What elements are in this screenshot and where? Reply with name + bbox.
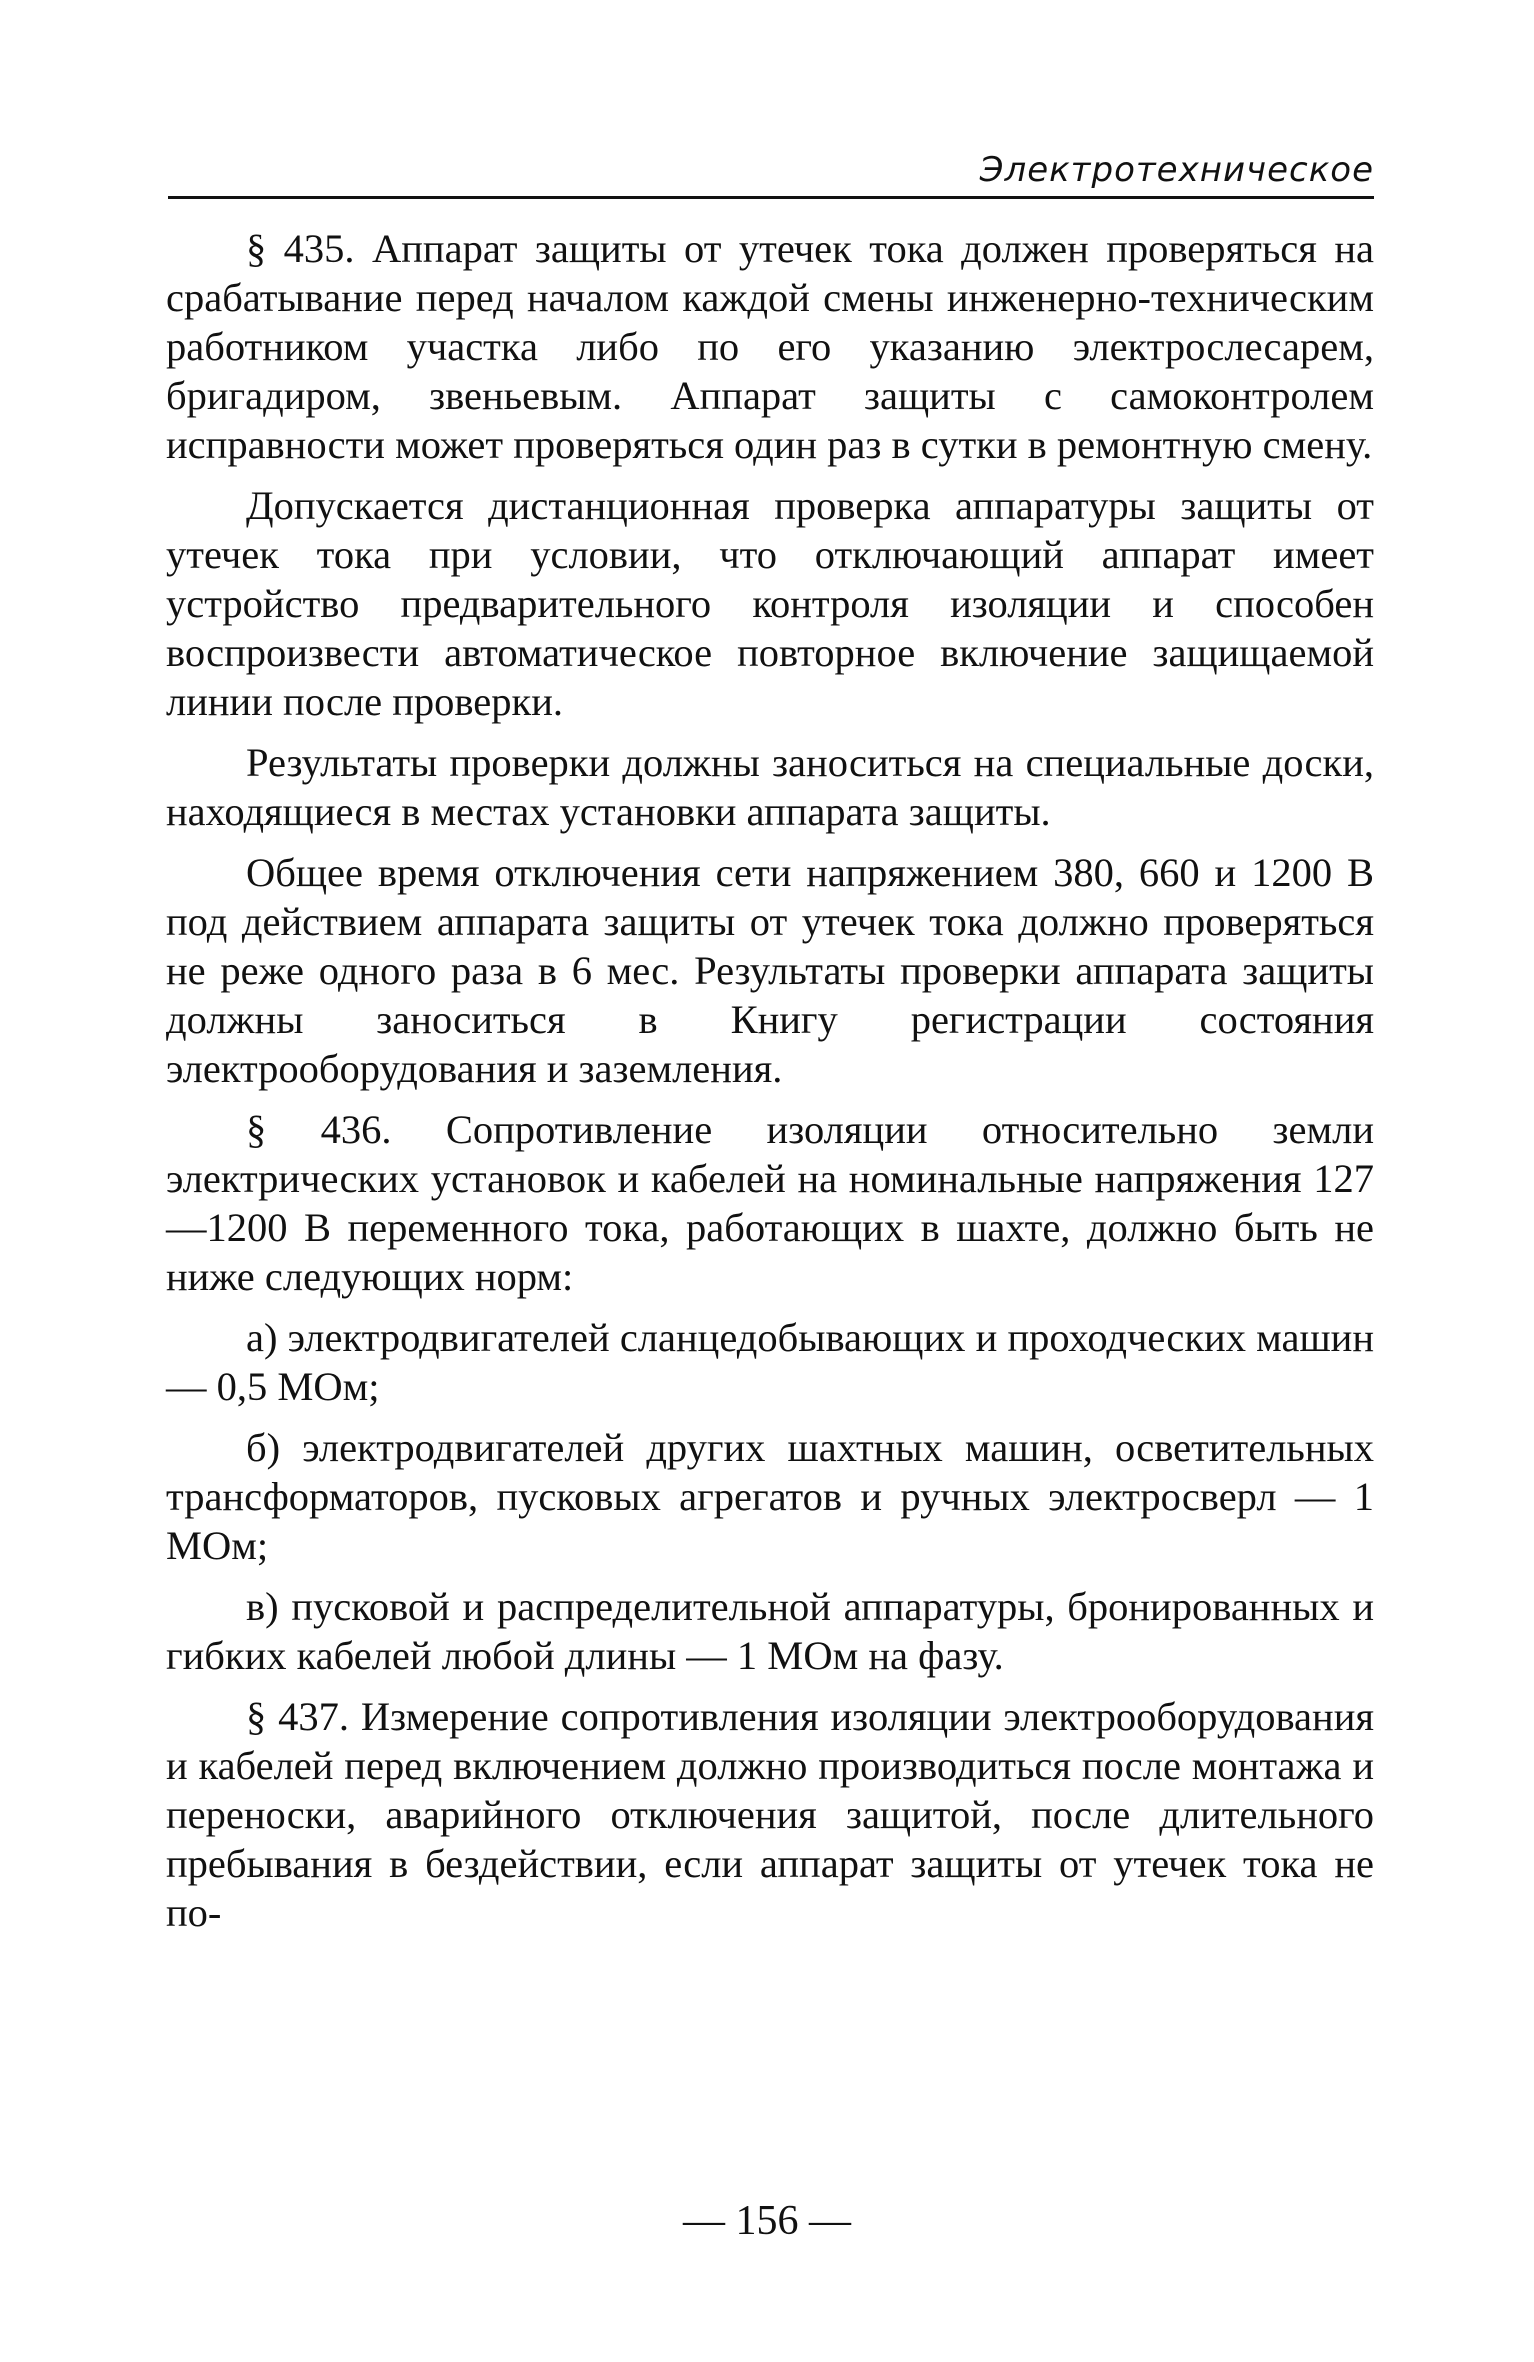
paragraph-436-item-b: б) электродвигателей других шахтных машин, осветительных трансформаторов, пусковых агрегатов и ручных электросверл — 1 МОм; [166, 1425, 1374, 1568]
paragraph-437-main: § 437. Измерение сопротивления изоляции электрооборудования и кабелей перед включением должно производиться после монтажа и переноски, аварийного отключения защитой, после длительного пребывания в бездействии, если аппарат защиты от утечек тока не по- [166, 1694, 1374, 1935]
paragraph-435-remote-check: Допускается дистанционная проверка аппаратуры защиты от утечек тока при условии, что отключающий аппарат имеет устройство предварительного контроля изоляции и способен воспроизвести автоматическое повторное включение защищаемой линии после проверки. [166, 483, 1374, 724]
paragraph-436-item-a: а) электродвигателей сланцедобывающих и проходческих машин — 0,5 МОм; [166, 1315, 1374, 1409]
page-body [166, 224, 1374, 1949]
running-head-title: Электротехническое [979, 150, 1374, 190]
paragraph-435-total-time: Общее время отключения сети напряжением 380, 660 и 1200 В под действием аппарата защиты от утечек тока должно проверяться не реже одного раза в 6 мес. Результаты проверки аппарата защиты должны заноситься в Книгу регистрации состояния электрооборудования и заземления. [166, 850, 1374, 1091]
paragraph-435-results: Результаты проверки должны заноситься на специальные доски, находящиеся в местах установки аппарата защиты. [166, 740, 1374, 834]
page-number: — 156 — [683, 2198, 851, 2244]
paragraph-436-item-c: в) пусковой и распределительной аппаратуры, бронированных и гибких кабелей любой длины — 1 МОм на фазу. [166, 1584, 1374, 1678]
paragraph-436-main: § 436. Сопротивление изоляции относительно земли электрических установок и кабелей на номинальные напряжения 127—1200 В переменного тока, работающих в шахте, должно быть не ниже следующих норм: [166, 1107, 1374, 1299]
running-head [168, 150, 1374, 199]
paragraph-435-main: § 435. Аппарат защиты от утечек тока должен проверяться на срабатывание перед началом каждой смены инженерно-техническим работником участка либо по его указанию электрослесарем, бригадиром, звеньевым. Аппарат защиты с самоконтролем исправности может проверяться один раз в сутки в ремонтную смену. [166, 226, 1374, 467]
